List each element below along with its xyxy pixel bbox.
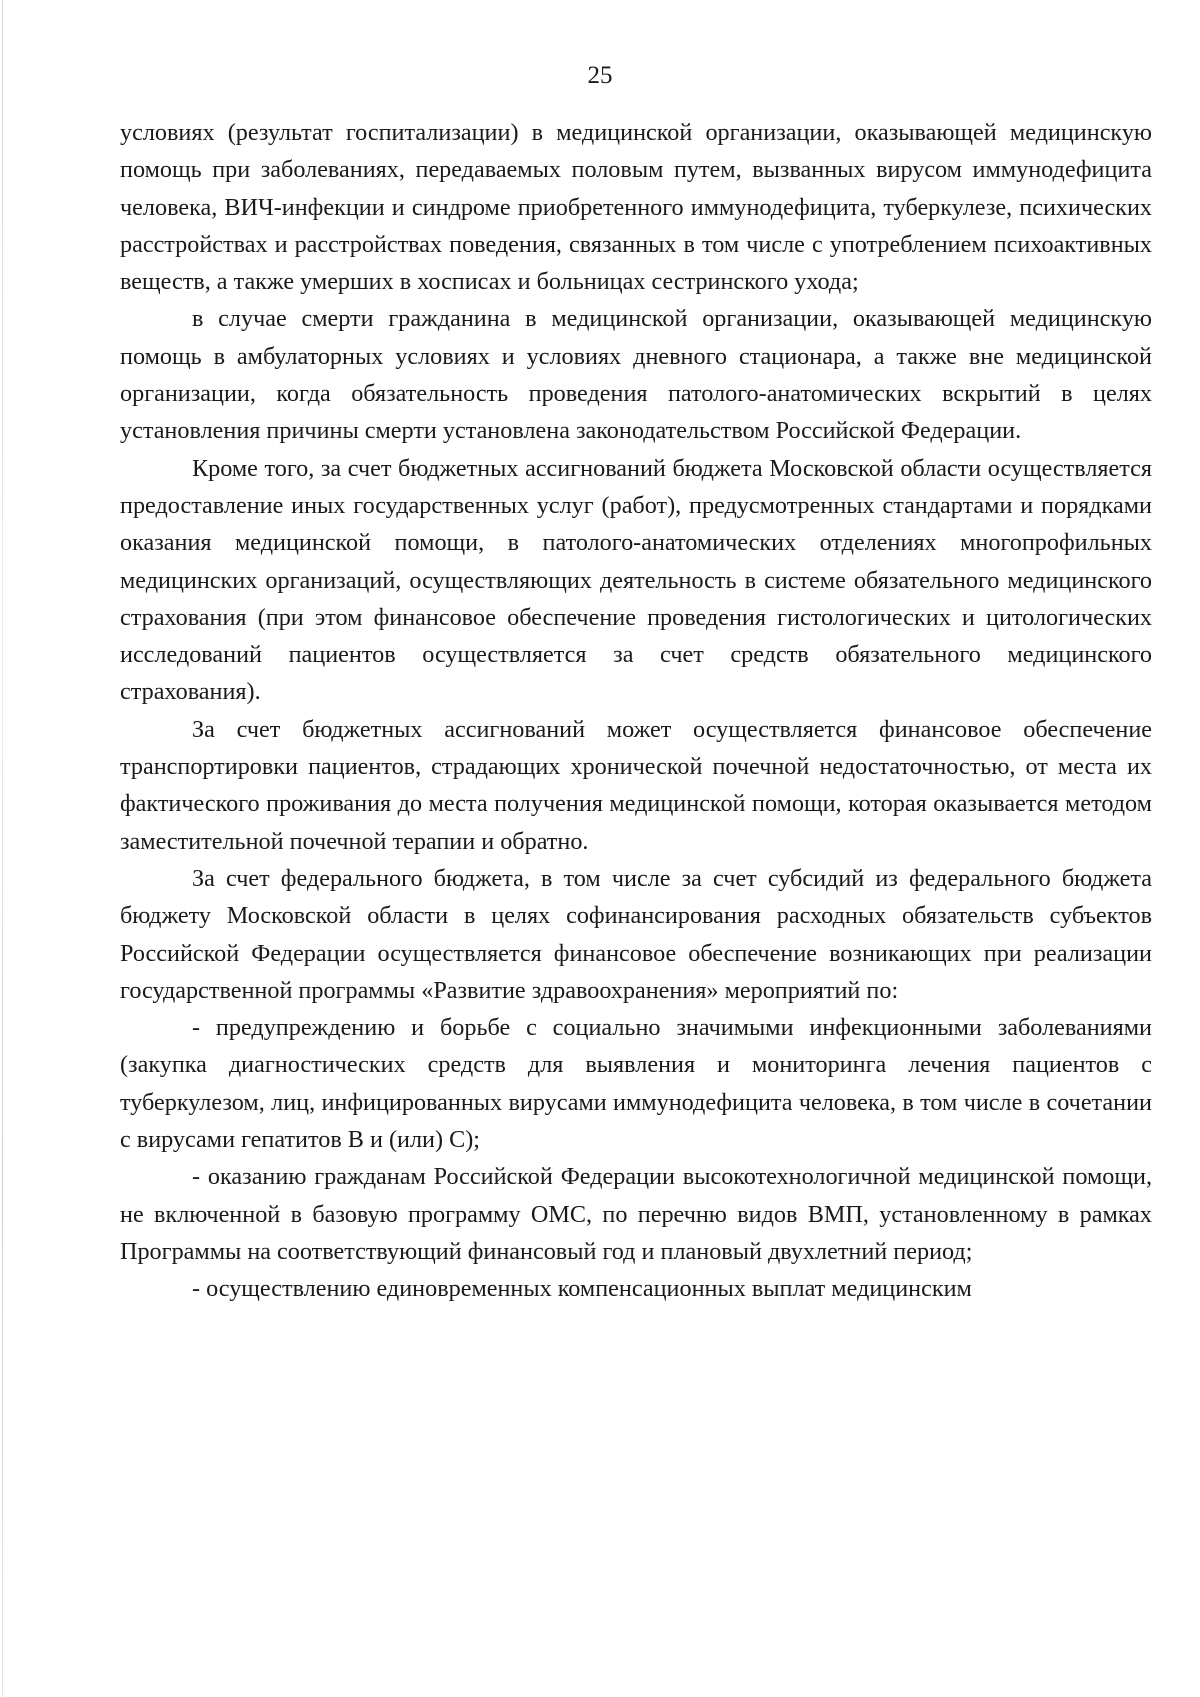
list-item: - осуществлению единовременных компенсационных выплат медицинским (192, 1275, 972, 1303)
document-body (120, 114, 1152, 1308)
paragraph: Кроме того, за счет бюджетных ассигнований бюджета Московской области осуществляется предоставление иных государственных услуг (работ), предусмотренных стандартами и порядками оказания медицинской помощи, в патолого-анатомических отделениях многопрофильных медицинских организаций, осуществляющих деятельность в системе обязательного медицинского страхования (при этом финансовое обеспечение проведения гистологических и цитологических исследований пациентов осуществляется за счет средств обязательного медицинского страхования). (120, 454, 1152, 706)
list-item: - предупреждению и борьбе с социально значимыми инфекционными заболеваниями (закупка диагностических средств для выявления и мониторинга лечения пациентов с туберкулезом, лиц, инфицированных вирусами иммунодефицита человека, в том числе в сочетании с вирусами гепатитов В и (или) С); (120, 1014, 1152, 1154)
paragraph: За счет федерального бюджета, в том числе за счет субсидий из федерального бюджета бюджету Московской области в целях софинансирования расходных обязательств субъектов Российской Федерации осуществляется финансовое обеспечение возникающих при реализации государственной программы «Развитие здравоохранения» мероприятий по: (120, 864, 1152, 1004)
paragraph: За счет бюджетных ассигнований может осуществляется финансовое обеспечение транспортировки пациентов, страдающих хронической почечной недостаточностью, от места их фактического проживания до места получения медицинской помощи, которая оказывается методом заместительной почечной терапии и обратно. (120, 715, 1152, 855)
page-number: 25 (587, 62, 613, 89)
list-item: - оказанию гражданам Российской Федерации высокотехнологичной медицинской помощи, не включенной в базовую программу ОМС, по перечню видов ВМП, установленному в рамках Программы на соответствующий финансовый год и плановый двухлетний период; (120, 1163, 1152, 1265)
scan-edge (2, 0, 3, 1697)
paragraph: в случае смерти гражданина в медицинской организации, оказывающей медицинскую помощь в амбулаторных условиях и условиях дневного стационара, а также вне медицинской организации, когда обязательность проведения патолого-анатомических вскрытий в целях установления причины смерти установлена законодательством Российской Федерации. (120, 305, 1152, 445)
paragraph-continuation: условиях (результат госпитализации) в медицинской организации, оказывающей медицинскую помощь при заболеваниях, передаваемых половым путем, вызванных вирусом иммунодефицита человека, ВИЧ-инфекции и синдроме приобретенного иммунодефицита, туберкулезе, психических расстройствах и расстройствах поведения, связанных в том числе с употреблением психоактивных веществ, а также умерших в хосписах и больницах сестринского ухода; (120, 119, 1152, 296)
